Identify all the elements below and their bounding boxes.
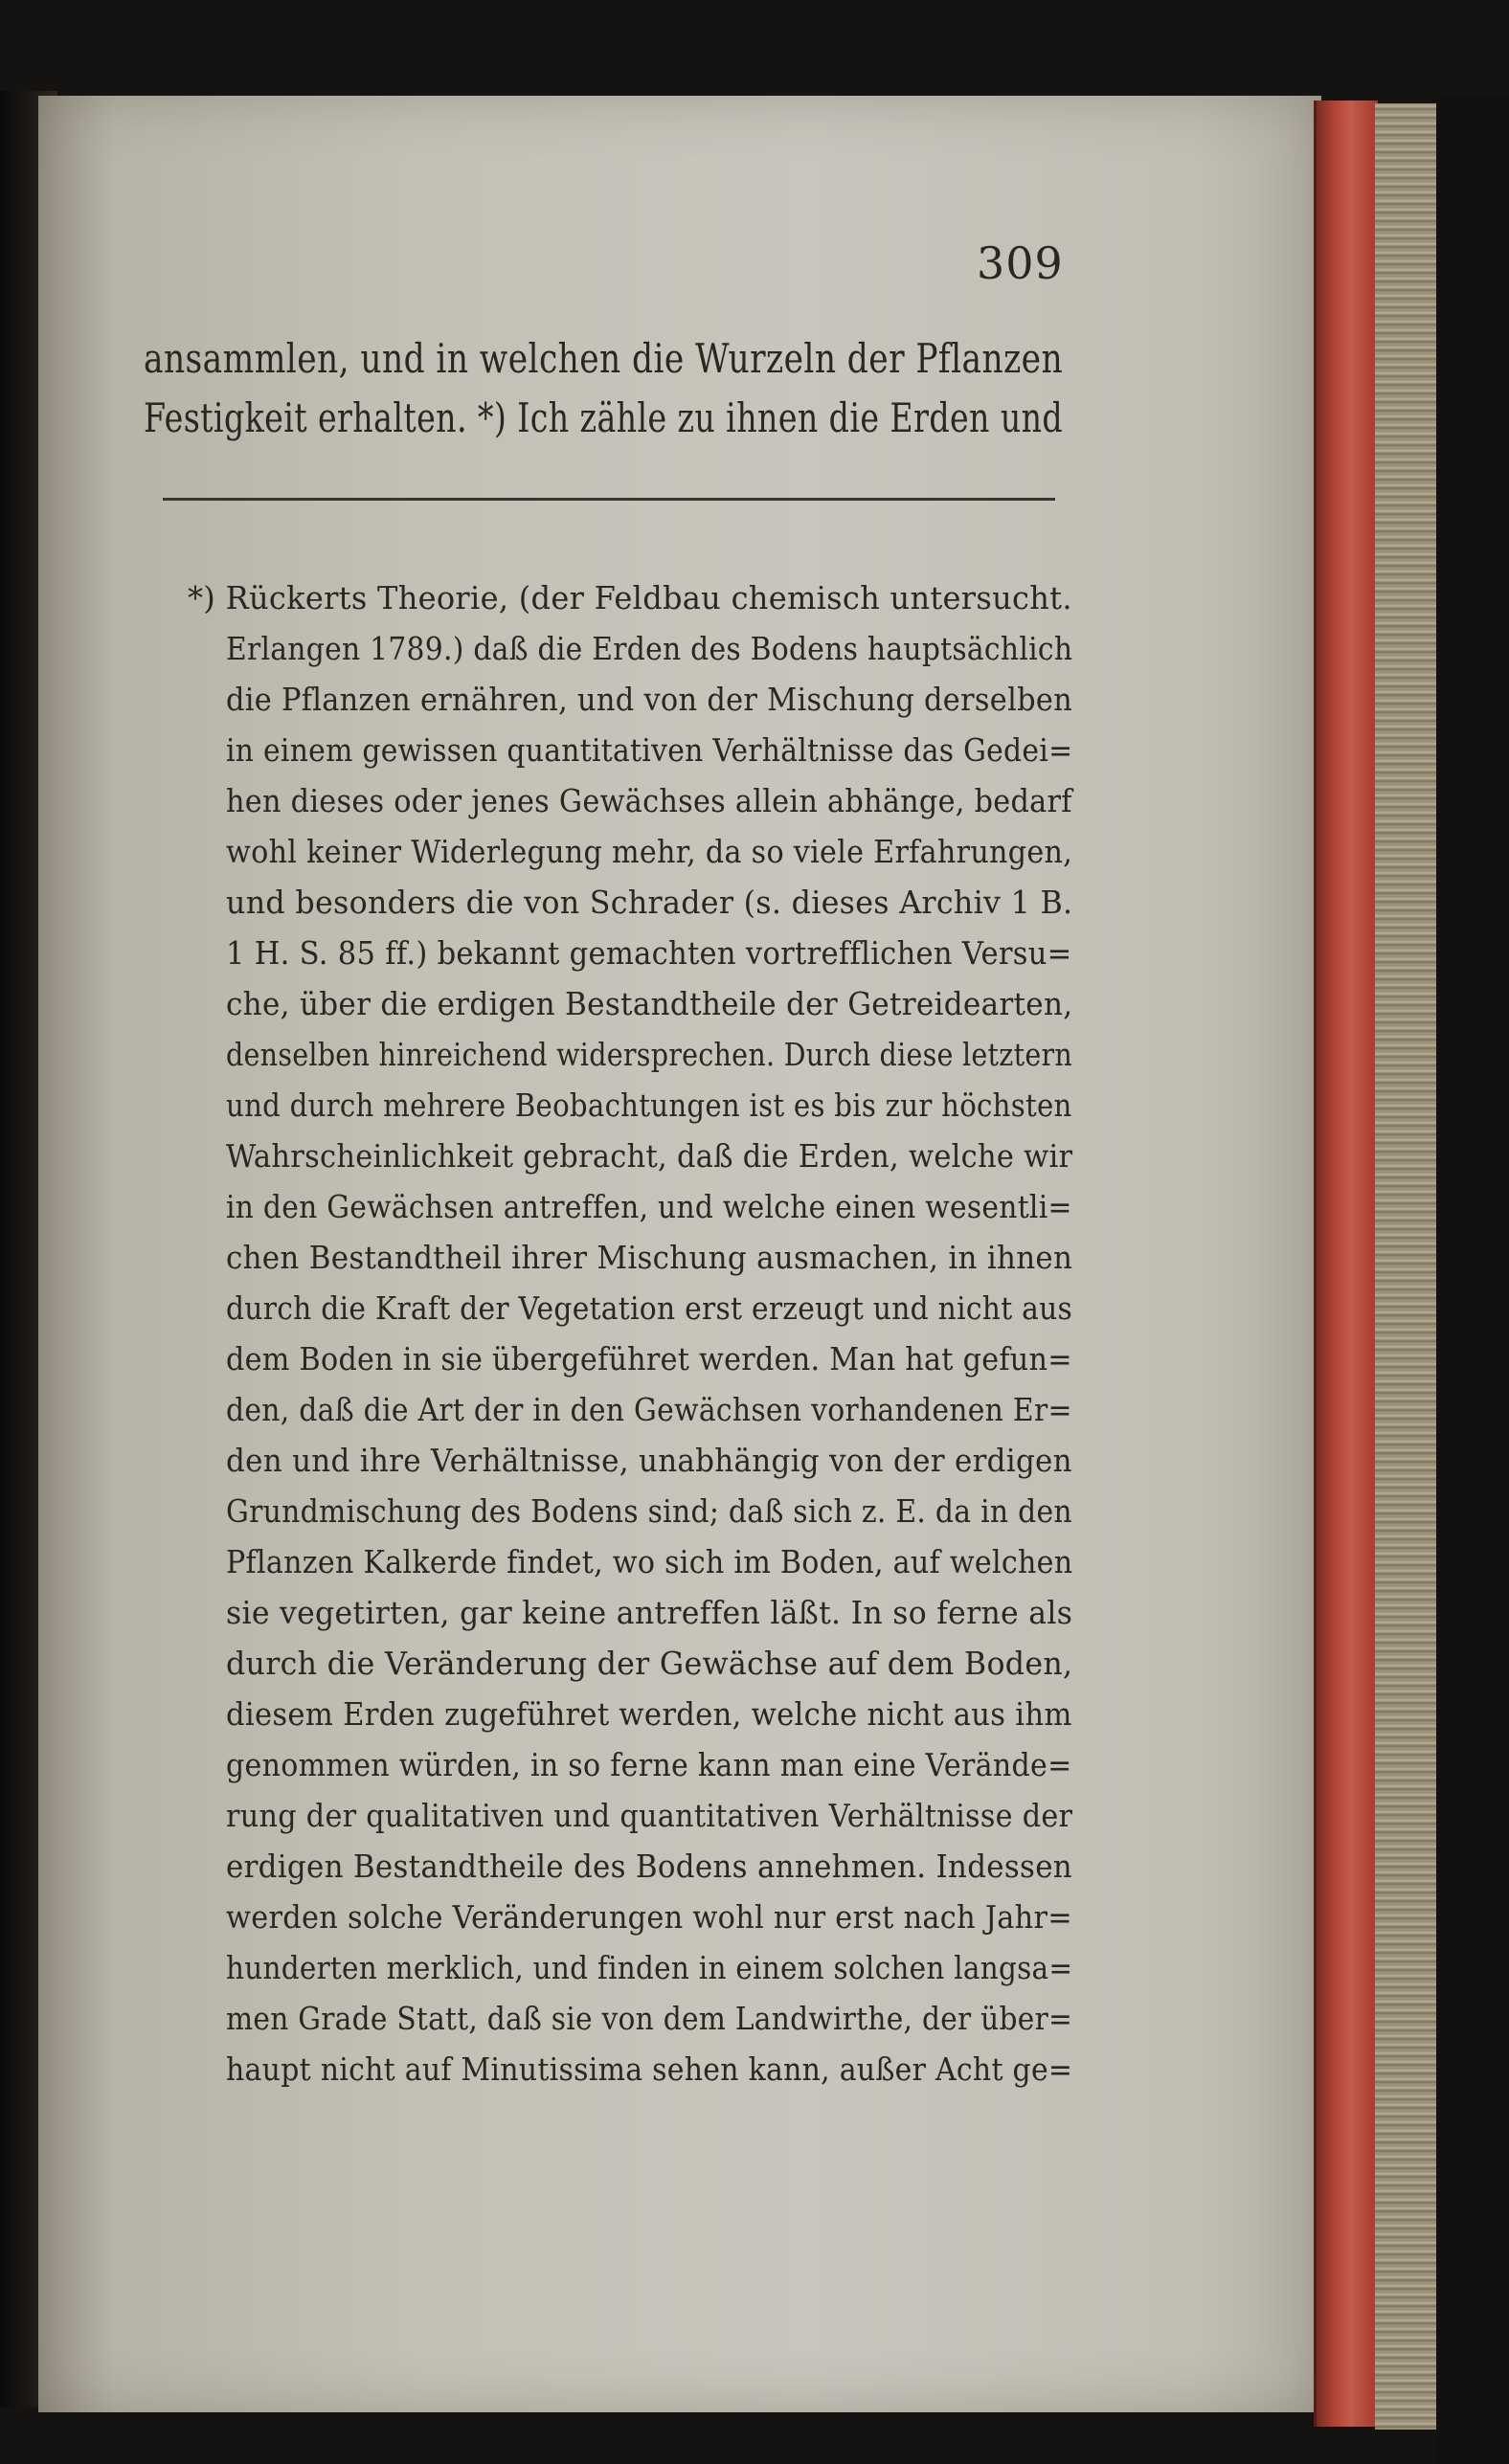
footnote-line: 1 H. S. 85 ff.) bekannt gemachten vortrefflichen Versu= xyxy=(226,934,1072,972)
footnote-line: die Pflanzen ernähren, und von der Mischung derselben xyxy=(226,681,1072,718)
footnote-line: erdigen Bestandtheile des Bodens annehmen. Indessen xyxy=(226,1848,1072,1885)
footnote-line: rung der qualitativen und quantitativen Verhältnisse der xyxy=(226,1797,1073,1834)
footnote-line: und durch mehrere Beobachtungen ist es bis zur höchsten xyxy=(226,1086,1072,1124)
footnote-line: durch die Veränderung der Gewächse auf dem Boden, xyxy=(226,1645,1073,1682)
footnote-line: wohl keiner Widerlegung mehr, da so viele Erfahrungen, xyxy=(226,833,1073,870)
footnote-line: *) Rückerts Theorie, (der Feldbau chemisch untersucht. xyxy=(188,579,1072,616)
footnote-line: denselben hinreichend widersprechen. Durch diese letztern xyxy=(226,1036,1073,1073)
background-right xyxy=(1436,96,1509,2464)
footnote-line: hunderten merklich, und finden in einem solchen langsa= xyxy=(226,1949,1073,1986)
footnote-line: Grundmischung des Bodens sind; daß sich z. E. da in den xyxy=(226,1492,1072,1530)
footnote-line: Pflanzen Kalkerde findet, wo sich im Boden, auf welchen xyxy=(226,1543,1073,1580)
page-stack-edge xyxy=(1375,103,1436,2430)
footnote-line: in den Gewächsen antreffen, und welche einen wesentli= xyxy=(226,1188,1072,1225)
footnote-line: den, daß die Art der in den Gewächsen vorhandenen Er= xyxy=(226,1391,1072,1428)
footnote-line: men Grade Statt, daß sie von dem Landwirthe, der über= xyxy=(226,2000,1073,2037)
footnote-line: den und ihre Verhältnisse, unabhängig von der erdigen xyxy=(226,1442,1072,1479)
footnote-line: che, über die erdigen Bestandtheile der Getreidearten, xyxy=(226,985,1073,1022)
footnote-separator-rule xyxy=(163,498,1055,501)
footnote-line: Erlangen 1789.) daß die Erden des Bodens hauptsächlich xyxy=(226,630,1073,667)
footnote-line: chen Bestandtheil ihrer Mischung ausmachen, in ihnen xyxy=(226,1239,1073,1276)
footnote-line: in einem gewissen quantitativen Verhältnisse das Gedei= xyxy=(226,731,1073,769)
footnote-line: durch die Kraft der Vegetation erst erzeugt und nicht aus xyxy=(226,1289,1073,1327)
main-text-line: ansammlen, und in welchen die Wurzeln der Pflanzen xyxy=(144,335,1064,382)
footnote-line: haupt nicht auf Minutissima sehen kann, außer Acht ge= xyxy=(226,2050,1073,2088)
red-page-edge xyxy=(1314,101,1378,2427)
page-number: 309 xyxy=(977,237,1064,289)
footnote-line: werden solche Veränderungen wohl nur erst nach Jahr= xyxy=(226,1898,1072,1936)
footnote-line: hen dieses oder jenes Gewächses allein abhänge, bedarf xyxy=(226,782,1072,819)
footnote-line: genommen würden, in so ferne kann man eine Verände= xyxy=(226,1746,1072,1783)
footnote-line: sie vegetirten, gar keine antreffen läßt. In so ferne als xyxy=(226,1594,1073,1631)
main-text-line: Festigkeit erhalten. *) Ich zähle zu ihnen die Erden und xyxy=(144,394,1064,441)
footnote-line: und besonders die von Schrader (s. dieses Archiv 1 B. xyxy=(226,884,1073,921)
footnote-line: Wahrscheinlichkeit gebracht, daß die Erden, welche wir xyxy=(226,1137,1073,1175)
footnote-line: dem Boden in sie übergeführet werden. Man hat gefun= xyxy=(226,1340,1072,1378)
footnote-line: diesem Erden zugeführet werden, welche nicht aus ihm xyxy=(226,1695,1072,1733)
